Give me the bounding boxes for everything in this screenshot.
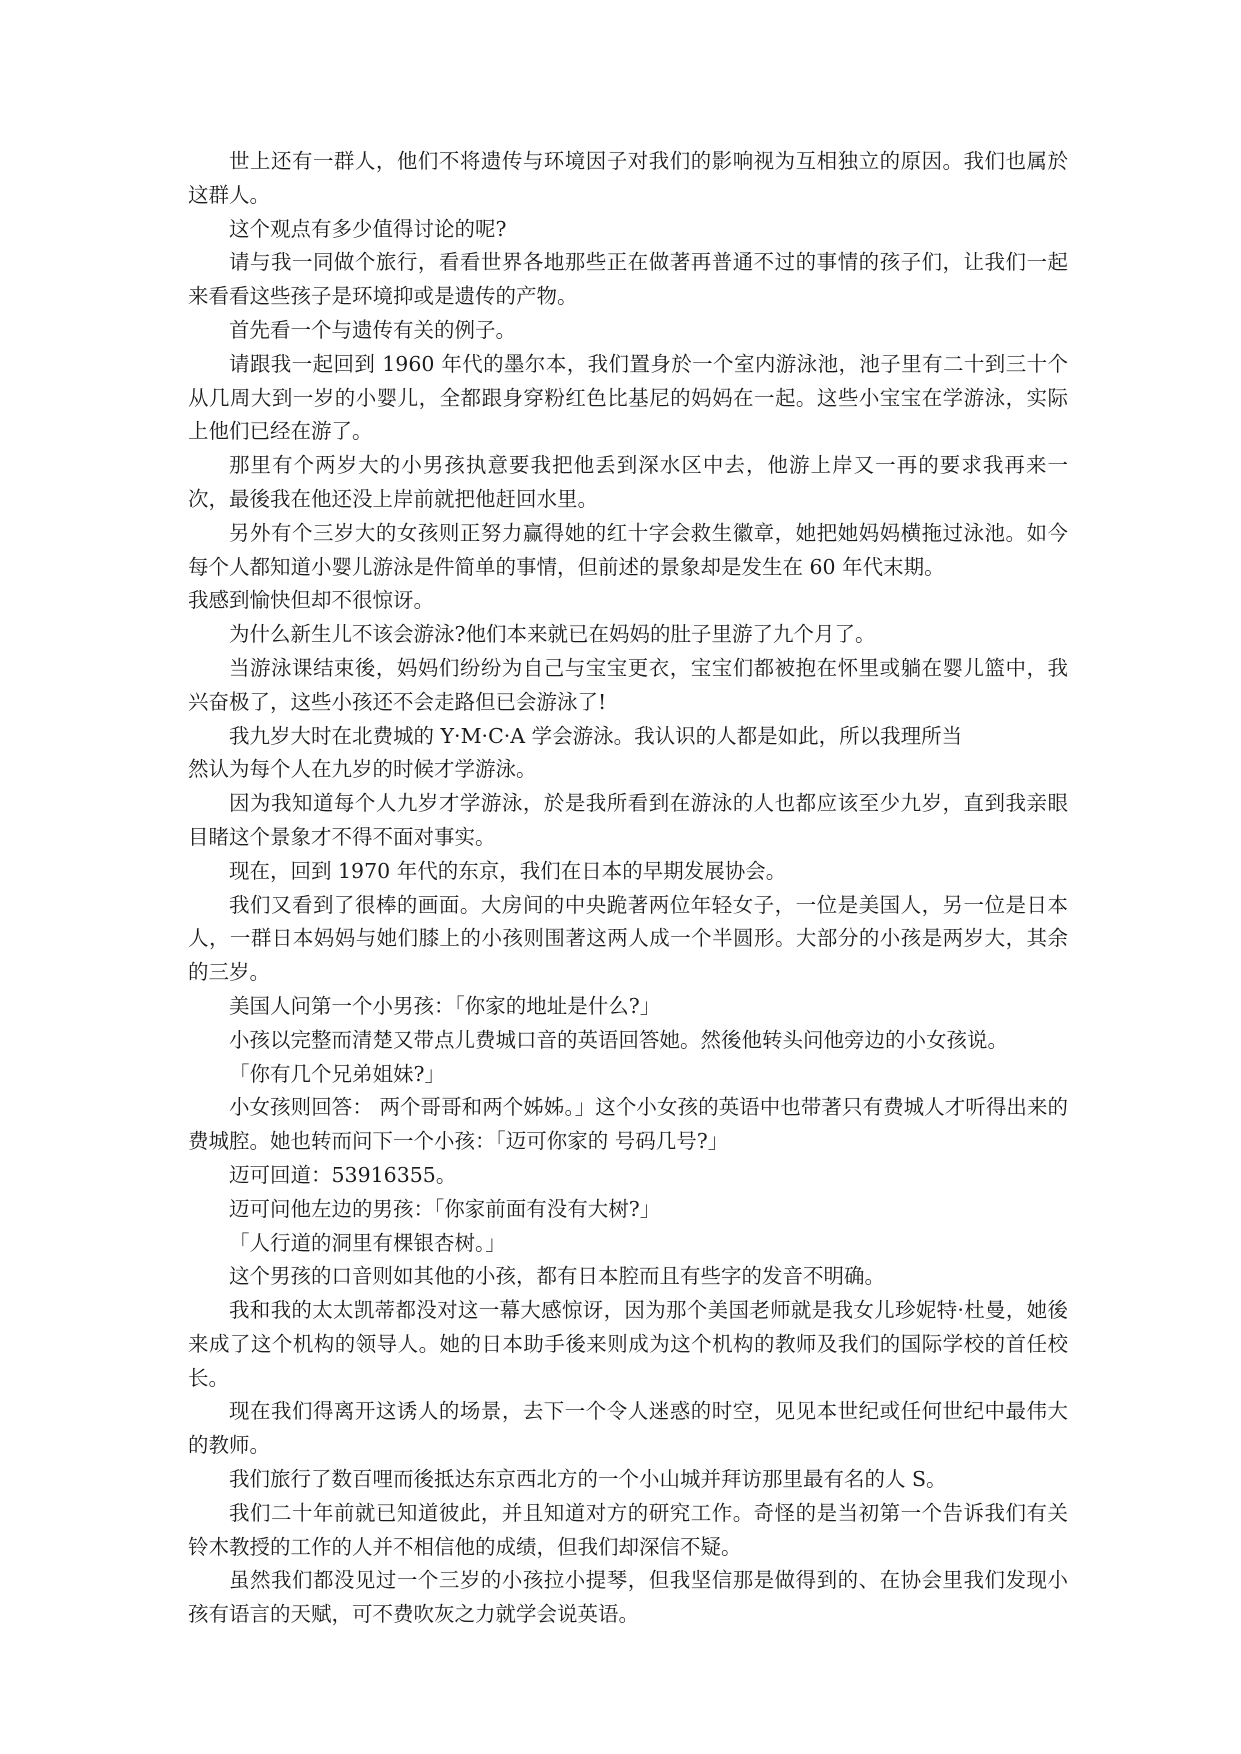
- paragraph: 那里有个两岁大的小男孩执意要我把他丢到深水区中去，他游上岸又一再的要求我再来一次，最後我在他还没上岸前就把他赶回水里。: [188, 453, 1068, 511]
- paragraph: 请跟我一起回到 1960 年代的墨尔本，我们置身於一个室内游泳池，池子里有二十到三十个从几周大到一岁的小婴儿，全都跟身穿粉红色比基尼的妈妈在一起。这些小宝宝在学游泳，实际上他们已经在游了。: [188, 351, 1068, 444]
- paragraph: 迈可回道：53916355。: [229, 1162, 457, 1187]
- paragraph: 我们旅行了数百哩而後抵达东京西北方的一个小山城并拜访那里最有名的人 S。: [229, 1467, 947, 1492]
- paragraph: 这个男孩的口音则如其他的小孩，都有日本腔而且有些字的发音不明确。: [229, 1264, 885, 1289]
- paragraph: 现在，回到 1970 年代的东京，我们在日本的早期发展协会。: [229, 858, 787, 883]
- paragraph: 这个观点有多少值得讨论的呢?: [229, 216, 507, 241]
- paragraph: 小孩以完整而清楚又带点儿费城口音的英语回答她。然後他转头问他旁边的小女孩说。: [229, 1027, 1008, 1052]
- paragraph: 首先看一个与遗传有关的例子。: [229, 317, 516, 342]
- paragraph: 我和我的太太凯蒂都没对这一幕大感惊讶，因为那个美国老师就是我女儿珍妮特·杜曼，她後来成了这个机构的领导人。她的日本助手後来则成为这个机构的教师及我们的国际学校的首任校长。: [188, 1298, 1068, 1390]
- paragraph: 小女孩则回答： 两个哥哥和两个姊姊。」这个小女孩的英语中也带著只有费城人才听得出来的费城腔。她也转而问下一个小孩：「迈可你家的 号码几号?」: [188, 1095, 1068, 1154]
- paragraph: 为什么新生儿不该会游泳?他们本来就已在妈妈的肚子里游了九个月了。: [229, 622, 876, 647]
- paragraph: 美国人问第一个小男孩：「你家的地址是什么?」: [229, 993, 661, 1018]
- paragraph: 我九岁大时在北费城的 Y·M·C·A 学会游泳。我认识的人都是如此，所以我理所当: [229, 723, 963, 748]
- paragraph: 另外有个三岁大的女孩则正努力赢得她的红十字会救生徽章，她把她妈妈横拖过泳池。如今每个人都知道小婴儿游泳是件简单的事情，但前述的景象却是发生在 60 年代末期。: [188, 520, 1068, 579]
- paragraph: 我们又看到了很棒的画面。大房间的中央跪著两位年轻女子，一位是美国人，另一位是日本人，一群日本妈妈与她们膝上的小孩则围著这两人成一个半圆形。大部分的小孩是两岁大，其余的三岁。: [188, 892, 1068, 985]
- paragraph: 我们二十年前就已知道彼此，并且知道对方的研究工作。奇怪的是当初第一个告诉我们有关铃木教授的工作的人并不相信他的成绩，但我们却深信不疑。: [188, 1500, 1068, 1559]
- paragraph: 我感到愉快但却不很惊讶。: [188, 588, 434, 613]
- paragraph: 因为我知道每个人九岁才学游泳，於是我所看到在游泳的人也都应该至少九岁，直到我亲眼目睹这个景象才不得不面对事实。: [188, 791, 1068, 849]
- paragraph: 现在我们得离开这诱人的场景，去下一个令人迷惑的时空，见见本世纪或任何世纪中最伟大的教师。: [188, 1399, 1068, 1458]
- paragraph: 然认为每个人在九岁的时候才学游泳。: [188, 757, 537, 782]
- paragraph: 世上还有一群人，他们不将遗传与环境因子对我们的影响视为互相独立的原因。我们也属於这群人。: [188, 149, 1068, 207]
- paragraph: 「人行道的洞里有棵银杏树。」: [229, 1230, 506, 1255]
- document-page: [188, 145, 1068, 1632]
- paragraph: 虽然我们都没见过一个三岁的小孩拉小提琴，但我坚信那是做得到的、在协会里我们发现小孩有语言的天赋，可不费吹灰之力就学会说英语。: [188, 1568, 1068, 1627]
- paragraph: 请与我一同做个旅行，看看世界各地那些正在做著再普通不过的事情的孩子们，让我们一起来看看这些孩子是环境抑或是遗传的产物。: [188, 250, 1068, 309]
- paragraph: 「你有几个兄弟姐妹?」: [229, 1061, 445, 1086]
- paragraph: 当游泳课结束後，妈妈们纷纷为自己与宝宝更衣，宝宝们都被抱在怀里或躺在婴儿篮中，我兴奋极了，这些小孩还不会走路但已会游泳了!: [188, 655, 1068, 714]
- paragraph: 迈可问他左边的男孩：「你家前面有没有大树?」: [229, 1196, 661, 1221]
